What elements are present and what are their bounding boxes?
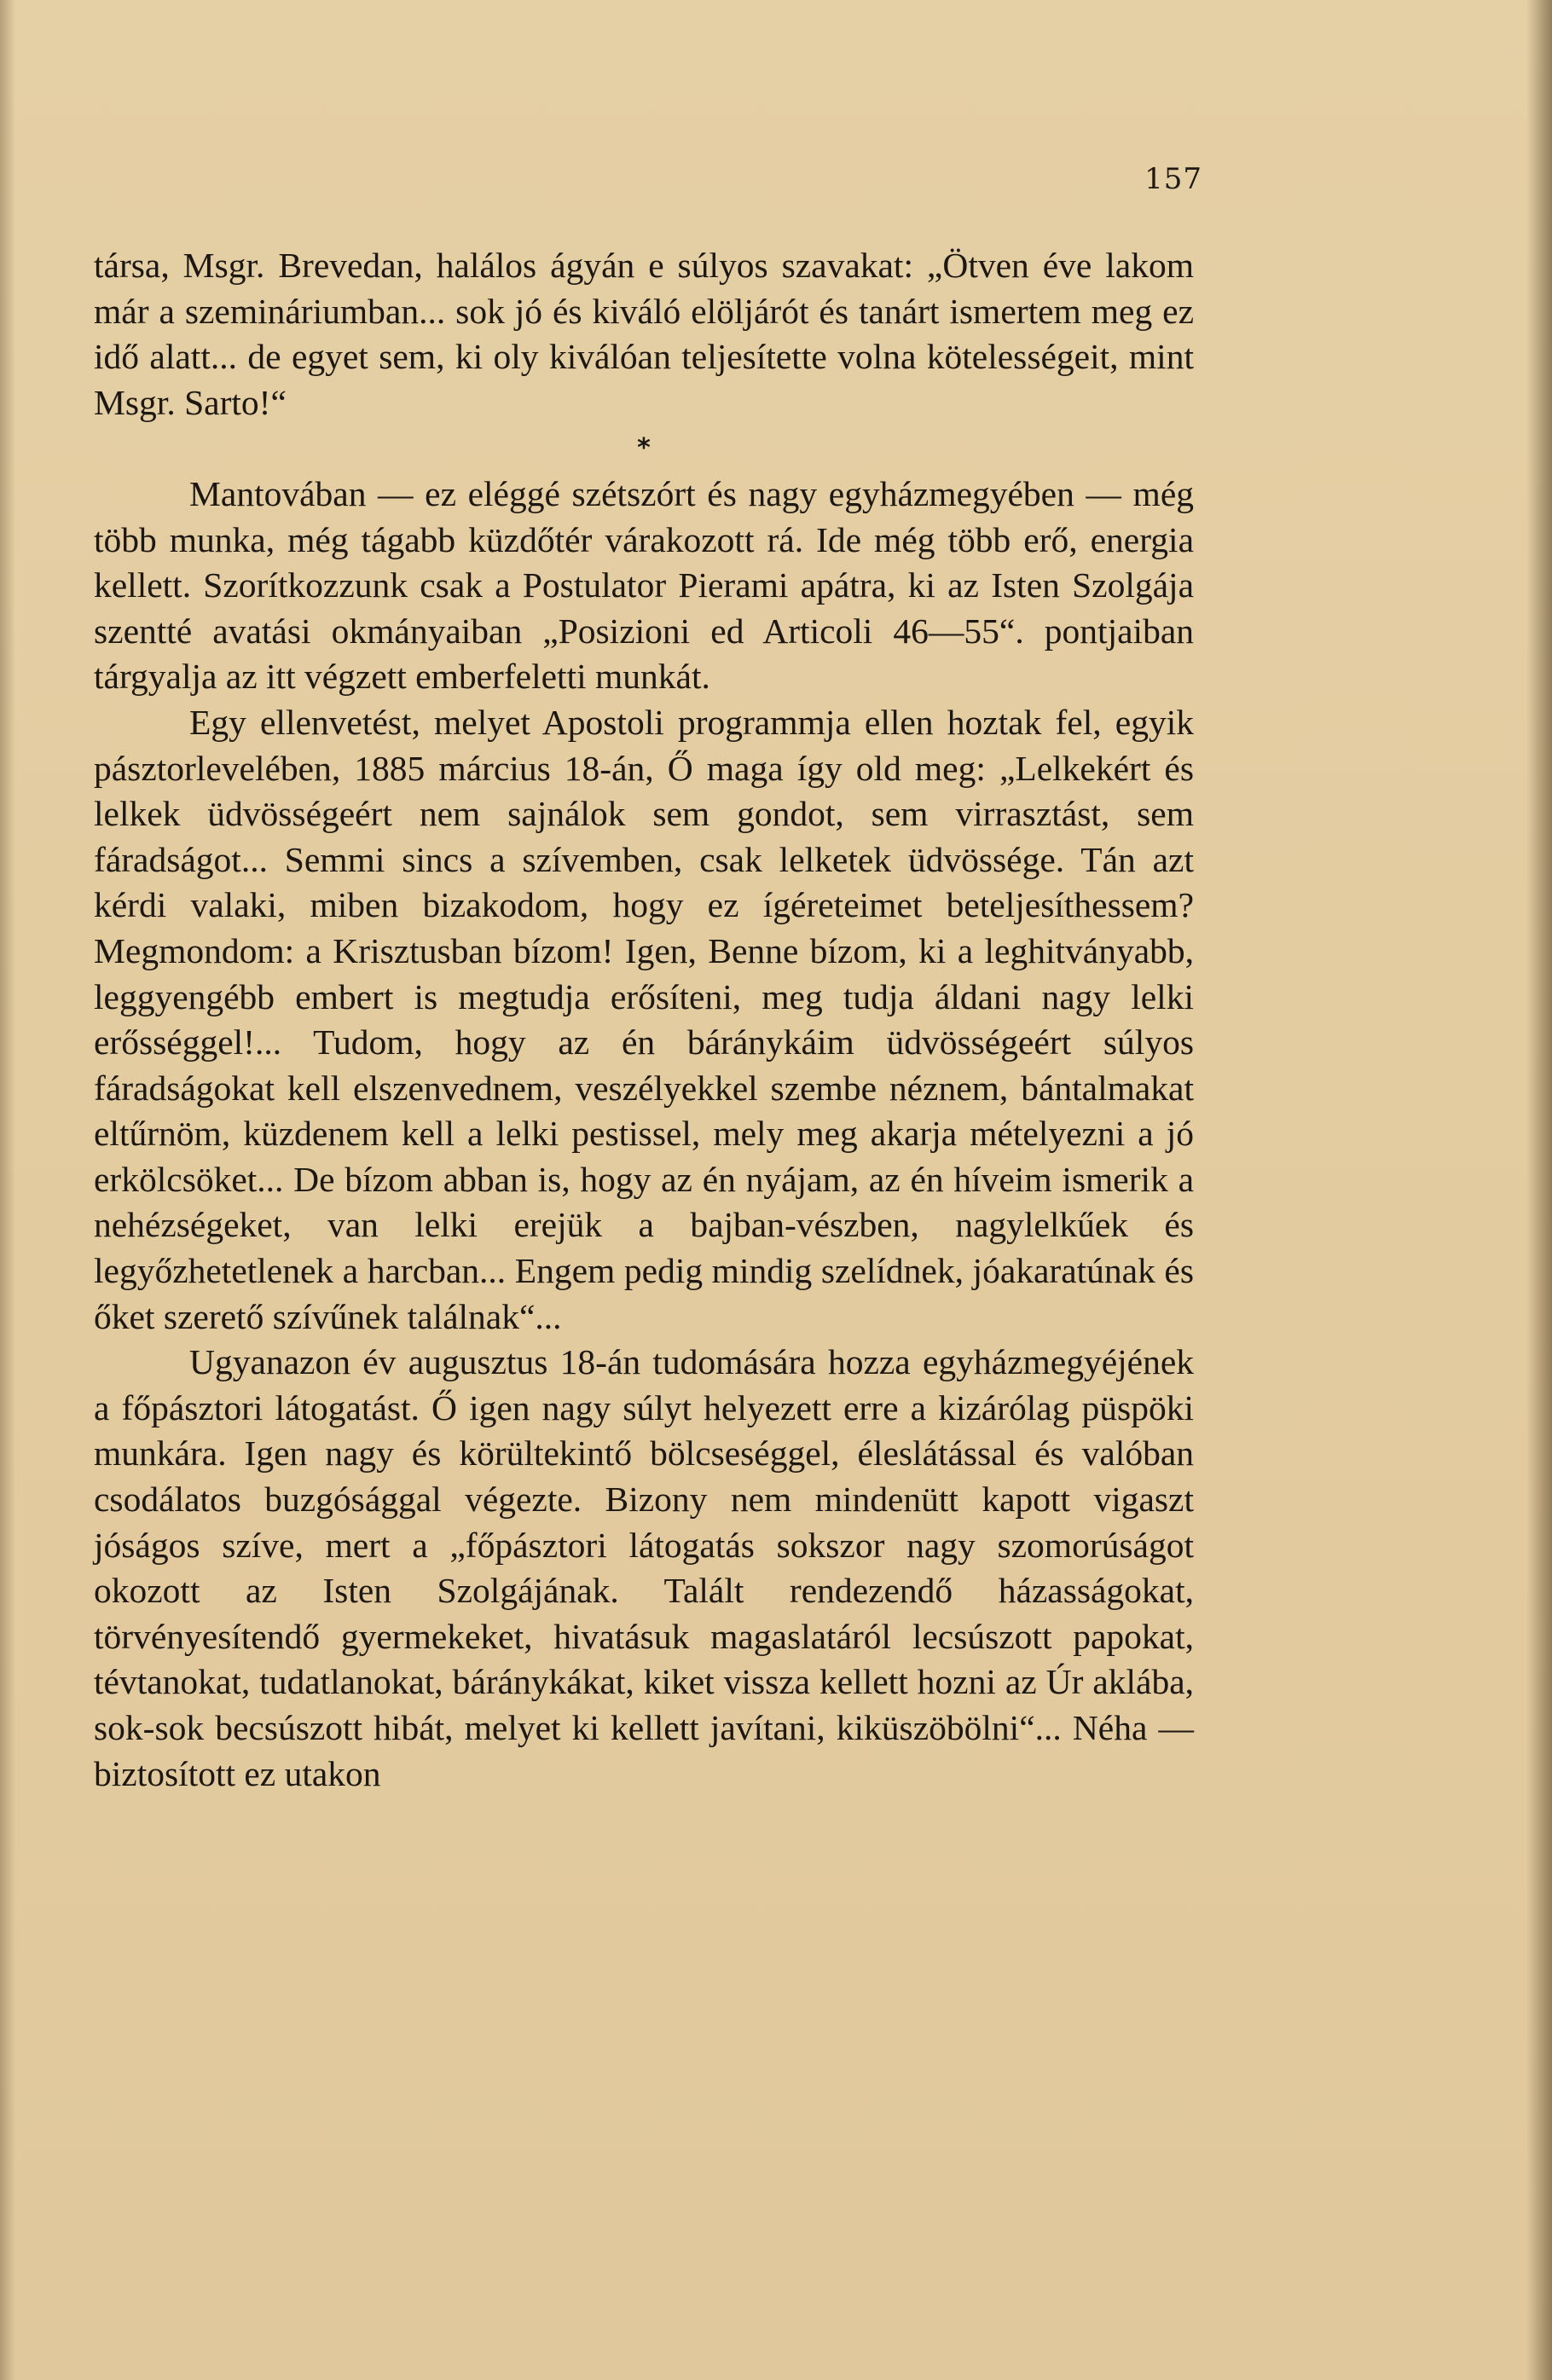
paragraph-2: Mantovában — ez eléggé szétszórt és nagy egyházmegyében — még több munka, még tágabb küzdőtér várakozott rá. Ide még több erő, energia kellett. Szorítkozzunk csak a Postulator Pierami apátra, ki az Isten Szolgája szentté avatási okmányaiban „Posizioni ed Articoli 46—55“. pontjaiban tárgyalja az itt végzett emberfeletti munkát. [94,473,1194,697]
page-shadow-right [1526,0,1552,2380]
paragraph-1: társa, Msgr. Brevedan, halálos ágyán e súlyos szavakat: „Ötven éve lakom már a szemináriumban... sok jó és kiváló elöljárót és tanárt ismertem meg ez idő alatt... de egyet sem, ki oly kiválóan teljesítette volna kötelességeit, mint Msgr. Sarto!“ [94,246,1194,422]
paragraph-4: Ugyanazon év augusztus 18-án tudomására hozza egyházmegyéjének a főpásztori látogatást. Ő igen nagy súlyt helyezett erre a kizárólag püspöki munkára. Igen nagy és körültekintő bölcseséggel, éleslátással és valóban csodálatos buzgósággal végezte. Bizony nem mindenütt kapott vigaszt jóságos szíve, mert a „főpásztori látogatás sokszor nagy szomorúságot okozott az Isten Szolgájának. Talált rendezendő házasságokat, törvényesítendő gyermekeket, hivatásuk magaslatáról lecsúszott papokat, tévtanokat, tudatlanokat, báránykákat, kiket vissza kellett hozni az Úr aklába, sok-sok becsúszott hibát, melyet ki kellett javítani, kiküszöbölni“... Néha — biztosított ez utakon [94,1342,1194,1793]
page-shadow-left [0,0,15,2380]
page-number: 157 [1144,162,1202,196]
body-text [94,243,1194,1797]
section-separator: * [637,433,651,464]
paragraph-3: Egy ellenvetést, melyet Apostoli programmja ellen hoztak fel, egyik pásztorlevelében, 1885 március 18-án, Ő maga így old meg: „Lelkekért és lelkek üdvösségeért nem sajnálok sem gondot, sem virrasztást, sem fáradságot... Semmi sincs a szívemben, csak lelketek üdvössége. Tán azt kérdi valaki, miben bizakodom, hogy ez ígéreteimet beteljesíthessem? Megmondom: a Krisztusban bízom! Igen, Benne bízom, ki a leghitványabb, leggyengébb embert is megtudja erősíteni, meg tudja áldani nagy lelki erősséggel!... Tudom, hogy az én báránykáim üdvösségeért súlyos fáradságokat kell elszenvednem, veszélyekkel szembe néznem, bántalmakat eltűrnöm, küzdenem kell a lelki pestissel, mely meg akarja mételyezni a jó erkölcsöket... De bízom abban is, hogy az én nyájam, az én híveim ismerik a nehézségeket, van lelki erejük a bajban-vészben, nagylelkűek és legyőzhetetlenek a harcban... Engem pedig mindig szelídnek, jóakaratúnak és őket szerető szívűnek találnak“... [94,702,1194,1336]
